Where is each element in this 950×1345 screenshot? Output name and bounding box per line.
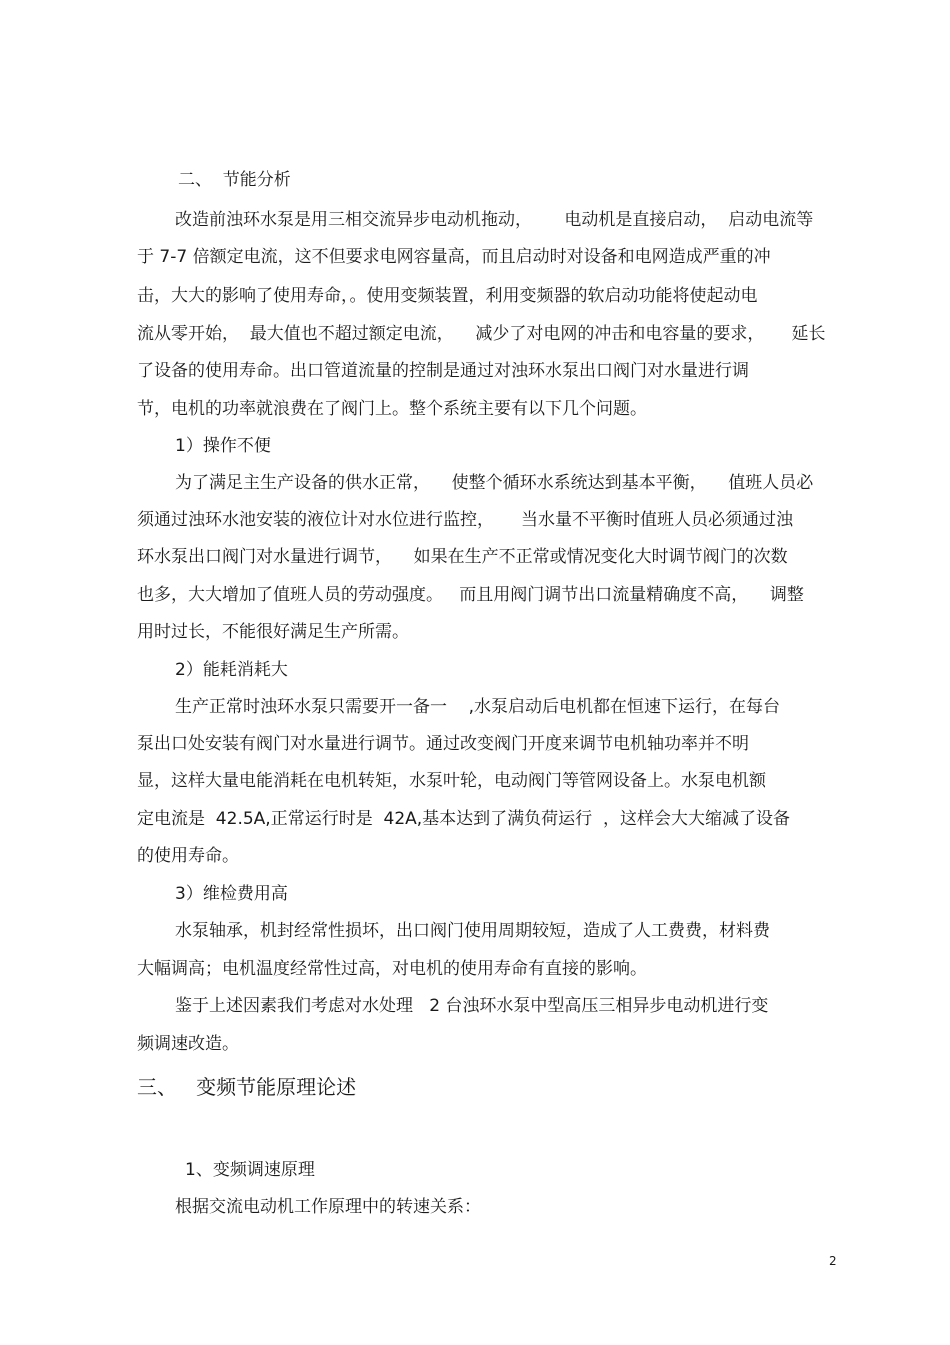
paragraph-line: 频调速改造。 (137, 1034, 239, 1054)
paragraph-line: 为了满足主生产设备的供水正常， 使整个循环水系统达到基本平衡， 值班人员必 (175, 473, 814, 493)
section-2-heading: 二、 节能分析 (178, 170, 291, 190)
paragraph-line: 须通过浊环水池安装的液位计对水位进行监控， 当水量不平衡时值班人员必须通过浊 (137, 510, 794, 530)
paragraph-line: 生产正常时浊环水泵只需要开一备一 ,水泵启动后电机都在恒速下运行，在每台 (175, 697, 781, 717)
paragraph-line: 泵出口处安装有阀门对水量进行调节。通过改变阀门开度来调节电机轴功率并不明 (137, 734, 749, 754)
subsection-1-title: 1、变频调速原理 (185, 1160, 315, 1180)
item-2-title: 2）能耗消耗大 (175, 660, 288, 680)
paragraph-line: 鉴于上述因素我们考虑对水处理 2 台浊环水泵中型高压三相异步电动机进行变 (175, 996, 769, 1016)
paragraph-line: 定电流是 42.5A,正常运行时是 42A,基本达到了满负荷运行 ，这样会大大缩减了设备 (137, 809, 790, 829)
paragraph-line: 显，这样大量电能消耗在电机转矩，水泵叶轮，电动阀门等管网设备上。水泵电机额 (137, 771, 766, 791)
paragraph-line: 用时过长，不能很好满足生产所需。 (137, 622, 409, 642)
section-3-heading: 三、 变频节能原理论述 (137, 1075, 357, 1099)
paragraph-line: 的使用寿命。 (137, 846, 239, 866)
paragraph-line: 水泵轴承，机封经常性损坏，出口阀门使用周期较短，造成了人工费费，材料费 (175, 921, 770, 941)
item-1-title: 1）操作不便 (175, 436, 271, 456)
paragraph-line: 了设备的使用寿命。出口管道流量的控制是通过对浊环水泵出口阀门对水量进行调 (137, 361, 749, 381)
item-3-title: 3）维检费用高 (175, 884, 288, 904)
paragraph-line: 也多，大大增加了值班人员的劳动强度。 而且用阀门调节出口流量精确度不高， 调整 (137, 585, 804, 605)
paragraph-line: 根据交流电动机工作原理中的转速关系： (175, 1197, 481, 1217)
paragraph-line: 环水泵出口阀门对水量进行调节， 如果在生产不正常或情况变化大时调节阀门的次数 (137, 547, 788, 567)
paragraph-line: 大幅调高；电机温度经常性过高，对电机的使用寿命有直接的影响。 (137, 959, 647, 979)
paragraph-line: 击，大大的影响了使用寿命，。使用变频装置，利用变频器的软启动功能将使起动电 (137, 286, 758, 306)
page-number: 2 (829, 1254, 837, 1268)
paragraph-line: 于 7-7 倍额定电流，这不但要求电网容量高，而且启动时对设备和电网造成严重的冲 (137, 247, 771, 267)
paragraph-line: 流从零开始， 最大值也不超过额定电流， 减少了对电网的冲击和电容量的要求， 延长 (137, 324, 826, 344)
paragraph-line: 改造前浊环水泵是用三相交流异步电动机拖动， 电动机是直接启动， 启动电流等 (175, 210, 814, 230)
paragraph-line: 节，电机的功率就浪费在了阀门上。整个系统主要有以下几个问题。 (137, 399, 647, 419)
